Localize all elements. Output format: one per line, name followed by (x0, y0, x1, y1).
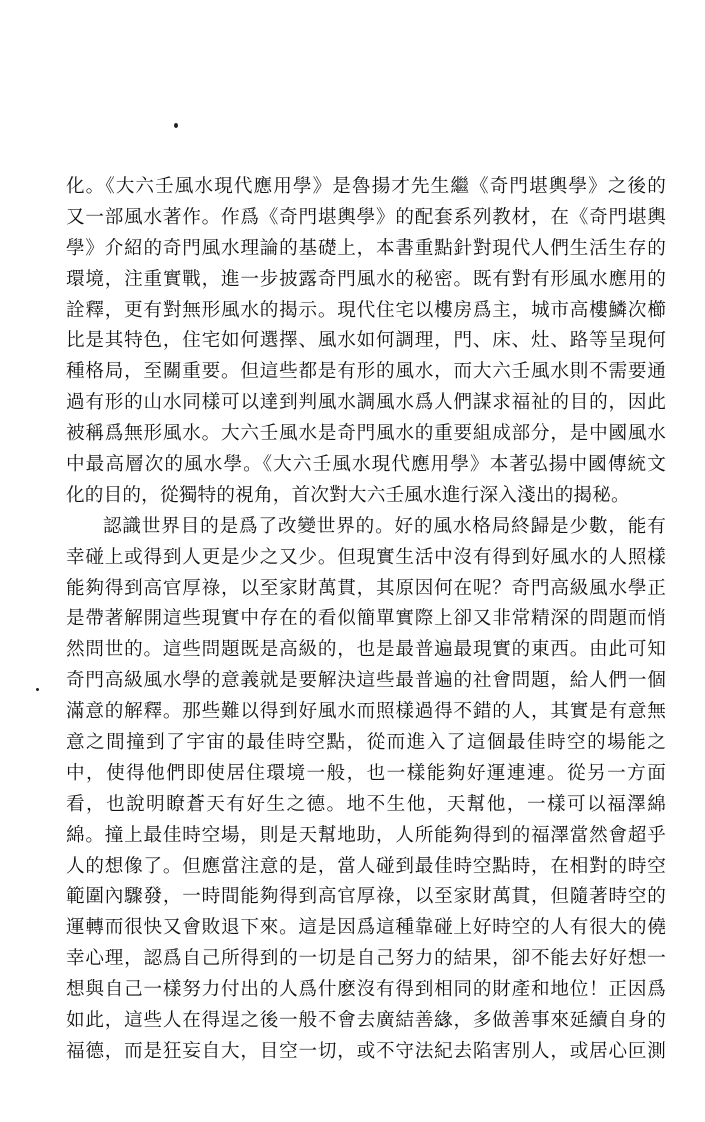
text-line: 看，也說明瞭蒼天有好生之德。地不生他，天幫他，一樣可以福澤綿 (66, 793, 666, 815)
text-line: 運轉而很快又會敗退下來。這是因爲這種靠碰上好時空的人有很大的僥 (66, 917, 666, 939)
text-line: 詮釋，更有對無形風水的揭示。現代住宅以樓房爲主，城市高樓鱗次櫛 (66, 299, 666, 321)
text-line: 中，使得他們即使居住環境一般，也一樣能夠好運連連。從另一方面 (66, 762, 666, 784)
text-line: 是帶著解開這些現實中存在的看似簡單實際上卻又非常精深的問題而悄 (66, 608, 666, 630)
text-line: 比是其特色，住宅如何選擇、風水如何調理，門、床、灶、路等呈現何 (66, 330, 666, 352)
text-line: 滿意的解釋。那些難以得到好風水而照樣過得不錯的人，其實是有意無 (66, 701, 666, 723)
text-line: 環境，注重實戰，進一步披露奇門風水的秘密。既有對有形風水應用的 (66, 268, 666, 290)
text-line: 中最高層次的風水學。《大六壬風水現代應用學》本著弘揚中國傳統文 (66, 454, 666, 476)
text-line: 然問世的。這些問題既是高級的，也是最普遍最現實的東西。由此可知 (66, 639, 666, 661)
text-line: 認識世界目的是爲了改變世界的。好的風水格局終歸是少數，能有 (103, 515, 666, 537)
text-line: 種格局，至關重要。但這些都是有形的風水，而大六壬風水則不需要通 (66, 361, 666, 383)
text-line: 幸碰上或得到人更是少之又少。但現實生活中沒有得到好風水的人照樣 (66, 546, 666, 568)
body-text (66, 172, 666, 1068)
text-line: 化的目的，從獨特的視角，首次對大六壬風水進行深入淺出的揭秘。 (66, 484, 630, 506)
text-line: 奇門高級風水學的意義就是要解決這些最普遍的社會問題，給人們一個 (66, 670, 666, 692)
text-line: 過有形的山水同樣可以達到判風水調風水爲人們謀求福祉的目的，因此 (66, 392, 666, 414)
text-line: 想與自己一樣努力付出的人爲什麽沒有得到相同的財產和地位！正因爲 (66, 979, 666, 1001)
text-line: 人的想像了。但應當注意的是，當人碰到最佳時空點時，在相對的時空 (66, 855, 666, 877)
text-line: 綿。撞上最佳時空場，則是天幫地助，人所能夠得到的福澤當然會超乎 (66, 824, 666, 846)
text-line: 被稱爲無形風水。大六壬風水是奇門風水的重要組成部分，是中國風水 (66, 423, 666, 445)
text-line: 化。《大六壬風水現代應用學》是魯揚才先生繼《奇門堪輿學》之後的 (66, 176, 666, 197)
text-line: 福德，而是狂妄自大，目空一切，或不守法紀去陷害別人，或居心叵測 (66, 1040, 666, 1062)
scan-speck-left (36, 688, 39, 691)
scan-speck-top (174, 123, 178, 128)
text-line: 如此，這些人在得逞之後一般不會去廣結善緣，多做善事來延續自身的 (66, 1010, 666, 1032)
text-line: 學》介紹的奇門風水理論的基礎上，本書重點針對現代人們生活生存的 (66, 237, 666, 259)
text-line: 範圍內驟發，一時間能夠得到高官厚祿，以至家財萬貫，但隨著時空的 (66, 886, 666, 908)
text-line: 又一部風水著作。作爲《奇門堪輿學》的配套系列教材，在《奇門堪輿 (66, 206, 666, 228)
text-line: 幸心理，認爲自己所得到的一切是自己努力的結果，卻不能去好好想一 (66, 948, 666, 970)
text-line: 能夠得到高官厚祿，以至家財萬貫，其原因何在呢？奇門高級風水學正 (66, 577, 666, 599)
text-line: 意之間撞到了宇宙的最佳時空點，從而進入了這個最佳時空的場能之 (66, 732, 666, 754)
